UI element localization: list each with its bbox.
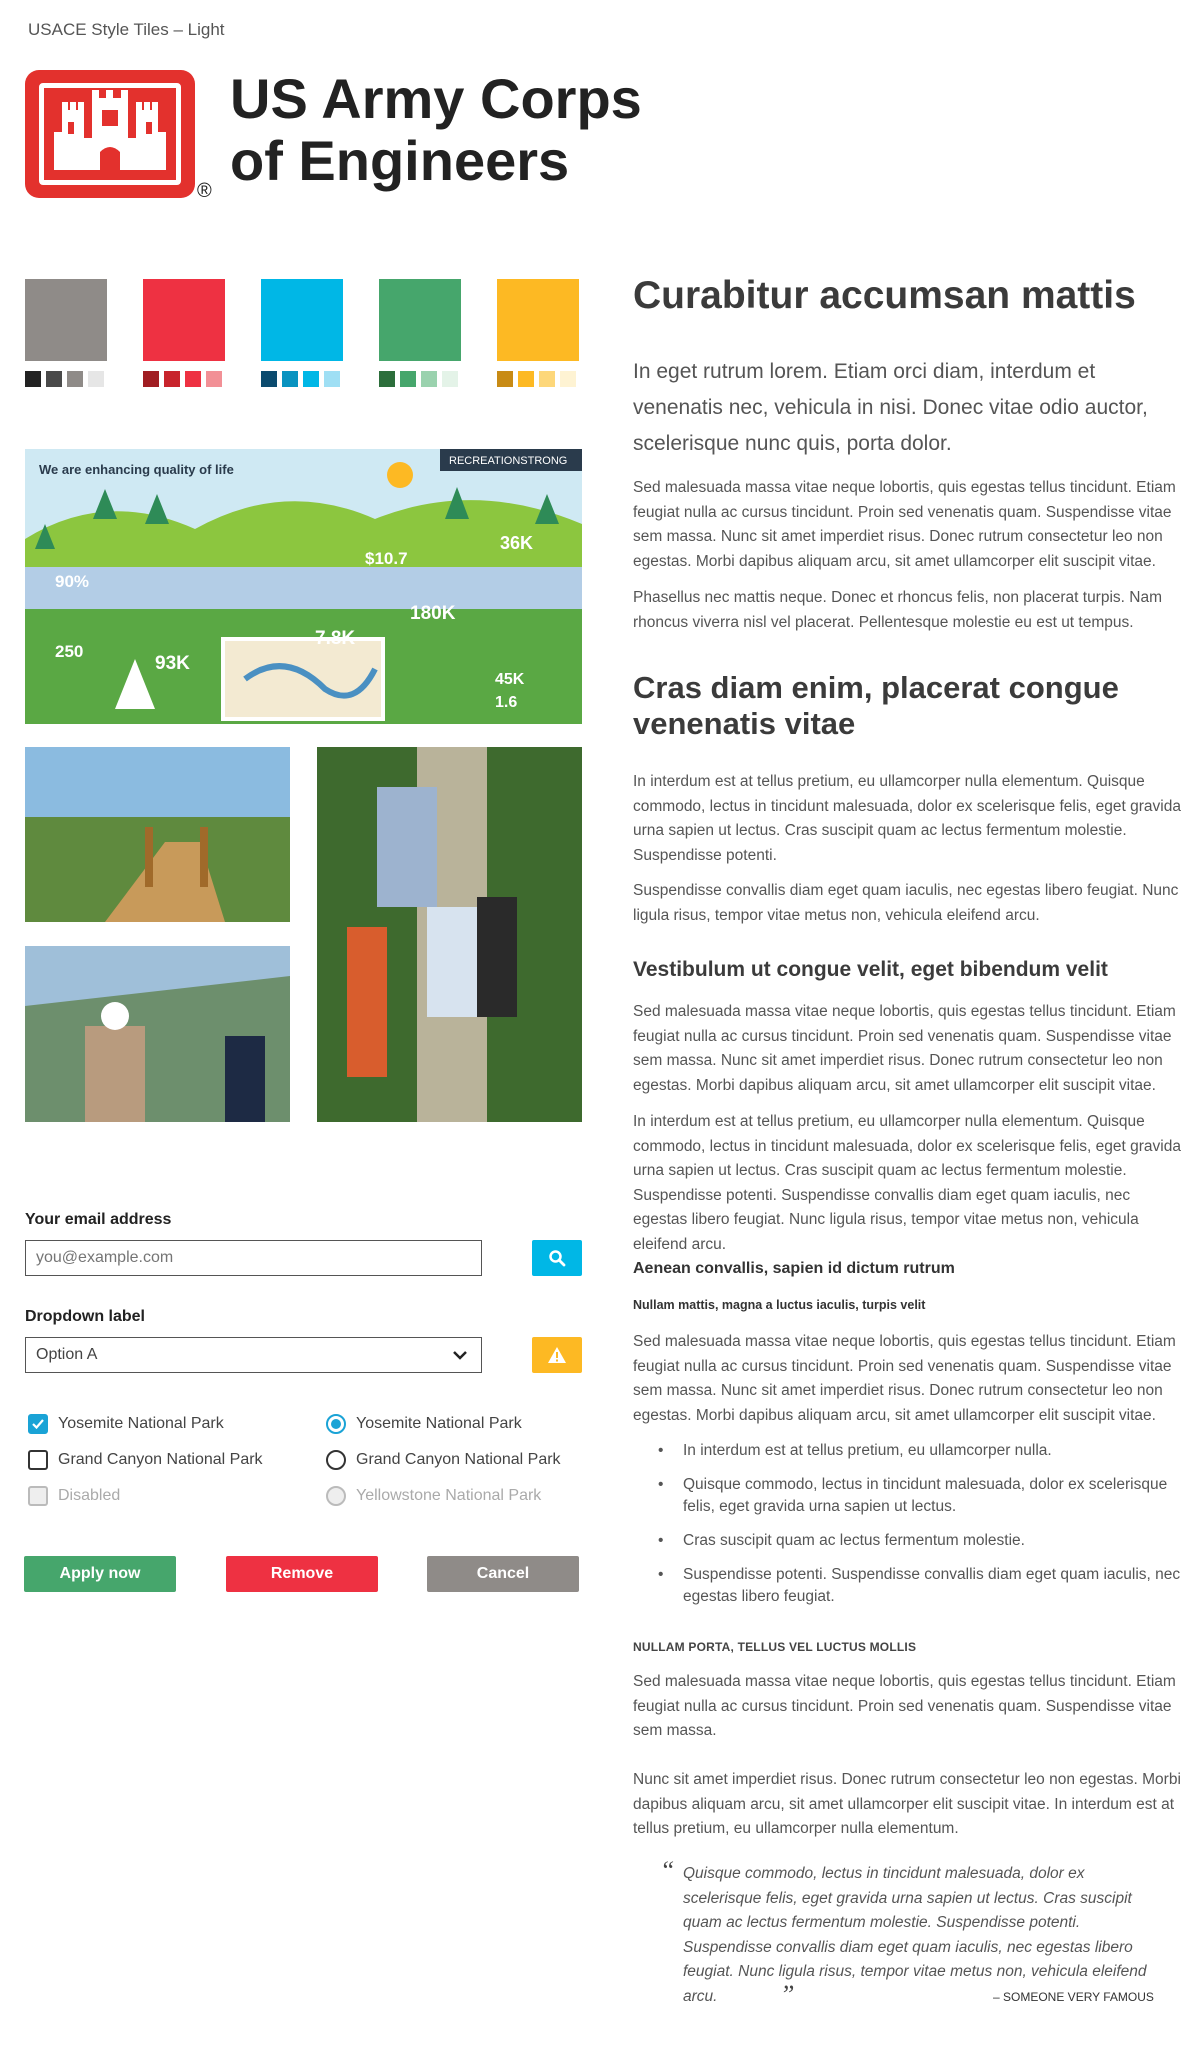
group-photo xyxy=(317,747,582,1122)
checkbox-unchecked[interactable] xyxy=(28,1450,48,1470)
swatch-main xyxy=(261,279,343,361)
swatch-main xyxy=(379,279,461,361)
heading-h2: Cras diam enim, placerat congue venenatis vitae xyxy=(633,670,1119,741)
heading-h1: Curabitur accumsan mattis xyxy=(633,274,1136,317)
page-label: USACE Style Tiles – Light xyxy=(28,20,225,39)
swatch-tint xyxy=(143,371,159,387)
body-paragraph: Suspendisse convallis diam eget quam iaculis, nec egestas libero feugiat. Nunc ligula risus, tempor vitae metus non, vehicula eleifend arcu. xyxy=(633,882,1179,924)
swatch-tint xyxy=(67,371,83,387)
swatch-tint xyxy=(261,371,277,387)
quote-open-mark: “ xyxy=(660,1856,675,1885)
swatch-main xyxy=(143,279,225,361)
bullet-list xyxy=(633,1440,1188,1620)
svg-text:90%: 90% xyxy=(55,572,90,591)
svg-text:45K: 45K xyxy=(495,671,525,688)
list-item: • Cras suscipit quam ac lectus fermentum molestie. xyxy=(633,1530,1188,1552)
svg-text:180K: 180K xyxy=(410,603,456,624)
registered-mark: ® xyxy=(197,180,212,202)
dam-photo xyxy=(25,946,290,1122)
heading-h5: Nullam mattis, magna a luctus iaculis, turpis velit xyxy=(633,1298,926,1312)
swatch-tint xyxy=(539,371,555,387)
radio-label: Yellowstone National Park xyxy=(356,1487,542,1504)
body-paragraph: Sed malesuada massa vitae neque lobortis, quis egestas tellus tincidunt. Etiam feugiat nulla ac cursus tincidunt. Proin sed venenatis quam. Suspendisse vitae sem massa. xyxy=(633,1673,1176,1739)
body-paragraph: Sed malesuada massa vitae neque lobortis, quis egestas tellus tincidunt. Etiam feugiat nulla ac cursus tincidunt. Proin sed venenatis quam. Suspendisse vitae sem massa. Nunc sit amet imperdiet risus. Donec rutrum consectetur leo non egestas. Morbi dapibus aliquam arcu, sit amet ullamcorper elit suscipit vitae. xyxy=(633,1333,1176,1424)
swatch-yellow xyxy=(497,279,579,387)
swatch-tint xyxy=(206,371,222,387)
swatch-tint xyxy=(25,371,41,387)
heading-h3: Vestibulum ut congue velit, eget bibendum velit xyxy=(633,958,1108,981)
quote-close-mark: ” xyxy=(780,1980,795,2009)
body-paragraph: Nunc sit amet imperdiet risus. Donec rutrum consectetur leo non egestas. Morbi dapibus aliquam arcu, sit amet ullamcorper elit suscipit vitae. In interdum est at tellus pretium, eu ullamcorper nulla elementum. xyxy=(633,1771,1181,1837)
swatch-tint xyxy=(185,371,201,387)
swatch-main xyxy=(25,279,107,361)
list-item: • Quisque commodo, lectus in tincidunt malesuada, dolor ex scelerisque felis, eget gravida urna sapien ut lectus. xyxy=(633,1474,1188,1518)
svg-text:RECREATIONSTRONG: RECREATIONSTRONG xyxy=(449,455,568,467)
radio-yosemite[interactable] xyxy=(326,1414,522,1434)
email-input[interactable] xyxy=(25,1240,482,1276)
svg-text:93K: 93K xyxy=(155,653,190,674)
cancel-button[interactable]: Cancel xyxy=(427,1556,579,1592)
swatch-red xyxy=(143,279,225,387)
swatch-tint xyxy=(560,371,576,387)
swatch-tint xyxy=(164,371,180,387)
org-title: US Army Corps of Engineers xyxy=(230,67,642,192)
body-paragraph: In interdum est at tellus pretium, eu ullamcorper nulla elementum. Quisque commodo, lectus in tincidunt malesuada, dolor ex scelerisque felis, eget gravida urna sapien ut lectus. Cras suscipit quam ac lectus fermentum molestie. Suspendisse potenti. xyxy=(633,773,1181,864)
heading-h6: NULLAM PORTA, TELLUS VEL LUCTUS MOLLIS xyxy=(633,1640,917,1654)
swatch-main xyxy=(497,279,579,361)
swatch-gray xyxy=(25,279,107,387)
warning-icon xyxy=(547,1346,567,1364)
chevron-down-icon xyxy=(451,1346,469,1364)
radio-unchecked[interactable] xyxy=(326,1450,346,1470)
checkbox-yosemite[interactable] xyxy=(28,1414,224,1434)
swatch-tint xyxy=(400,371,416,387)
radio-grand-canyon[interactable] xyxy=(326,1450,561,1470)
search-button[interactable] xyxy=(532,1240,582,1276)
body-paragraph: Sed malesuada massa vitae neque lobortis, quis egestas tellus tincidunt. Etiam feugiat nulla ac cursus tincidunt. Proin sed venenatis quam. Suspendisse vitae sem massa. Nunc sit amet imperdiet risus. Donec rutrum consectetur leo non egestas. Morbi dapibus aliquam arcu, sit amet ullamcorper elit suscipit vitae. xyxy=(633,1003,1176,1094)
apply-button[interactable]: Apply now xyxy=(24,1556,176,1592)
checkbox-label: Disabled xyxy=(58,1487,121,1504)
remove-button[interactable]: Remove xyxy=(226,1556,378,1592)
svg-text:1.6: 1.6 xyxy=(495,694,518,711)
usace-logo xyxy=(25,70,215,200)
email-label: Your email address xyxy=(25,1211,172,1228)
swatch-cyan xyxy=(261,279,343,387)
swatch-tint xyxy=(282,371,298,387)
list-item: • Suspendisse potenti. Suspendisse convallis diam eget quam iaculis, nec egestas libero feugiat. xyxy=(633,1564,1188,1608)
lead-paragraph: In eget rutrum lorem. Etiam orci diam, interdum et venenatis nec, vehicula in nisi. Donec vitae odio auctor, scelerisque nunc quis, porta dolor. xyxy=(633,360,1148,455)
svg-text:250: 250 xyxy=(55,642,84,661)
swatch-tint xyxy=(303,371,319,387)
swatch-tint xyxy=(518,371,534,387)
dropdown-value: Option A xyxy=(36,1346,98,1363)
swatch-tint xyxy=(324,371,340,387)
checkbox-checked[interactable] xyxy=(28,1414,48,1434)
body-paragraph: Sed malesuada massa vitae neque lobortis, quis egestas tellus tincidunt. Etiam feugiat nulla ac cursus tincidunt. Proin sed venenatis quam. Suspendisse vitae sem massa. Nunc sit amet imperdiet risus. Donec rutrum consectetur leo non egestas. Morbi dapibus aliquam arcu, sit amet ullamcorper elit suscipit vitae. xyxy=(633,479,1176,570)
warning-button[interactable] xyxy=(532,1337,582,1373)
checkbox-disabled-box xyxy=(28,1486,48,1506)
checkbox-disabled xyxy=(28,1486,120,1506)
radio-checked[interactable] xyxy=(326,1414,346,1434)
radio-label: Yosemite National Park xyxy=(356,1415,522,1432)
dropdown-select[interactable] xyxy=(25,1337,482,1373)
blockquote: Quisque commodo, lectus in tincidunt malesuada, dolor ex scelerisque felis, eget gravida urna sapien ut lectus. Cras suscipit quam ac lectus fermentum molestie. Suspendisse potenti. Suspendisse convallis diam eget quam iaculis, nec egestas libero feugiat. Nunc ligula risus, tempor vitae metus non, vehicula eleifend arcu. xyxy=(683,1865,1147,2005)
radio-label: Grand Canyon National Park xyxy=(356,1451,561,1468)
swatch-tint xyxy=(421,371,437,387)
swatch-tint xyxy=(442,371,458,387)
bridge-photo xyxy=(25,747,290,922)
checkbox-label: Grand Canyon National Park xyxy=(58,1451,263,1468)
svg-text:$10.7: $10.7 xyxy=(365,549,408,568)
checkbox-label: Yosemite National Park xyxy=(58,1415,224,1432)
body-paragraph: Phasellus nec mattis neque. Donec et rhoncus felis, non placerat turpis. Nam rhoncus viverra nisl vel placerat. Pellentesque molestie eu est ut tempus. xyxy=(633,589,1162,631)
svg-text:36K: 36K xyxy=(500,533,534,553)
swatch-green xyxy=(379,279,461,387)
list-item: • In interdum est at tellus pretium, eu ullamcorper nulla. xyxy=(633,1440,1188,1462)
body-paragraph: In interdum est at tellus pretium, eu ullamcorper nulla elementum. Quisque commodo, lectus in tincidunt malesuada, dolor ex scelerisque felis, eget gravida urna sapien ut lectus. Cras suscipit quam ac lectus fermentum molestie. Suspendisse potenti. Suspendisse convallis diam eget quam iaculis, nec egestas libero feugiat. Nunc ligula risus, tempor vitae metus non, vehicula eleifend arcu. xyxy=(633,1113,1181,1253)
radio-disabled xyxy=(326,1486,346,1506)
heading-h4: Aenean convallis, sapien id dictum rutrum xyxy=(633,1260,955,1277)
swatch-tint xyxy=(46,371,62,387)
svg-text:7.8K: 7.8K xyxy=(315,628,356,649)
check-icon xyxy=(32,1419,44,1429)
svg-text:We are enhancing quality of li: We are enhancing quality of life xyxy=(39,462,234,477)
swatch-tint xyxy=(379,371,395,387)
dropdown-label: Dropdown label xyxy=(25,1308,145,1325)
swatch-tint xyxy=(88,371,104,387)
infographic xyxy=(25,449,582,724)
search-icon xyxy=(548,1249,566,1267)
radio-yellowstone-disabled xyxy=(326,1486,541,1506)
castle-icon xyxy=(44,88,176,180)
checkbox-grand-canyon[interactable] xyxy=(28,1450,263,1470)
swatch-tint xyxy=(497,371,513,387)
quote-citation: – SOMEONE VERY FAMOUS xyxy=(993,1990,1154,2004)
